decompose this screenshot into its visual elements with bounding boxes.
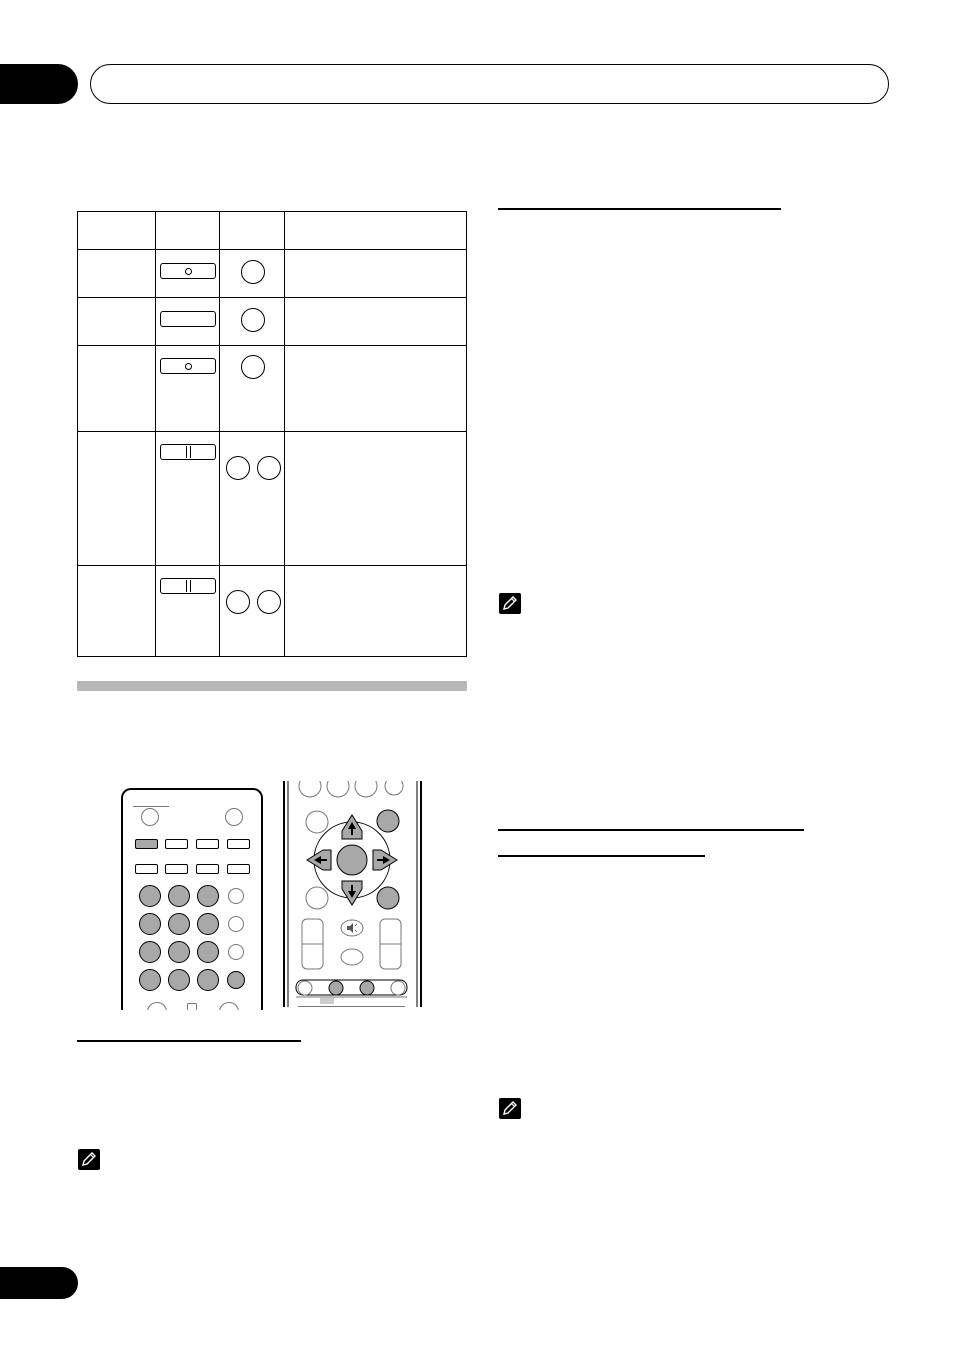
chapter-tab xyxy=(0,64,78,104)
number-button-icon xyxy=(168,969,190,991)
remote-button-icon xyxy=(147,1002,167,1010)
unit-button-icon xyxy=(160,358,216,374)
number-button-icon xyxy=(139,969,161,991)
subheading-underline xyxy=(77,1040,301,1042)
note-pencil-icon xyxy=(499,1098,521,1119)
unit-rocker-icon xyxy=(160,444,216,460)
remote-button-icon xyxy=(228,888,244,904)
subheading-underline xyxy=(498,208,781,210)
table-row-divider xyxy=(78,431,466,432)
remote-illustration-right xyxy=(280,781,423,1007)
remote-button-icon xyxy=(225,808,243,826)
remote-button-icon xyxy=(241,308,265,332)
input-select-button-icon xyxy=(227,839,250,849)
subheading-underline xyxy=(498,829,804,831)
number-button-icon xyxy=(139,885,161,907)
unit-rocker-icon xyxy=(160,578,216,594)
unit-button-icon xyxy=(160,263,216,279)
number-button-icon xyxy=(139,913,161,935)
input-select-button-icon xyxy=(135,864,158,874)
remote-illustration-left xyxy=(121,788,263,1010)
input-select-button-icon xyxy=(196,864,219,874)
remote-label-line xyxy=(133,806,169,807)
remote-button-icon xyxy=(257,456,281,480)
subheading-underline xyxy=(498,855,705,857)
table-row-divider xyxy=(78,345,466,346)
number-button-icon xyxy=(168,941,190,963)
input-select-button-icon xyxy=(196,839,219,849)
input-select-button-icon xyxy=(165,864,188,874)
number-button-icon xyxy=(168,885,190,907)
note-pencil-icon xyxy=(78,1149,100,1170)
number-button-icon xyxy=(197,941,219,963)
table-row-divider xyxy=(78,565,466,566)
remote-button-icon xyxy=(227,971,245,989)
table-col-divider xyxy=(155,212,156,656)
remote-button-icon xyxy=(141,808,159,826)
input-select-button-icon xyxy=(135,839,158,849)
table-row-divider xyxy=(78,249,466,250)
remote-button-icon xyxy=(228,944,244,960)
remote-button-icon xyxy=(257,590,281,614)
number-button-icon xyxy=(197,885,219,907)
section-heading-bar xyxy=(77,681,467,691)
unit-button-icon xyxy=(160,311,216,327)
input-select-button-icon xyxy=(227,864,250,874)
remote-button-icon xyxy=(228,916,244,932)
number-button-icon xyxy=(139,941,161,963)
remote-button-icon xyxy=(226,590,250,614)
remote-button-icon xyxy=(187,1003,197,1010)
header-title-bar xyxy=(90,64,889,104)
remote-button-icon xyxy=(226,456,250,480)
number-button-icon xyxy=(168,913,190,935)
remote-button-icon xyxy=(241,355,265,379)
table-row-divider xyxy=(78,297,466,298)
function-table xyxy=(77,211,467,657)
page-number-tab xyxy=(0,1267,78,1299)
note-pencil-icon xyxy=(499,593,521,614)
table-col-divider xyxy=(284,212,285,656)
table-col-divider xyxy=(219,212,220,656)
remote-button-icon xyxy=(219,1002,239,1010)
number-button-icon xyxy=(197,969,219,991)
remote-button-icon xyxy=(241,260,265,284)
input-select-button-icon xyxy=(165,839,188,849)
number-button-icon xyxy=(197,913,219,935)
